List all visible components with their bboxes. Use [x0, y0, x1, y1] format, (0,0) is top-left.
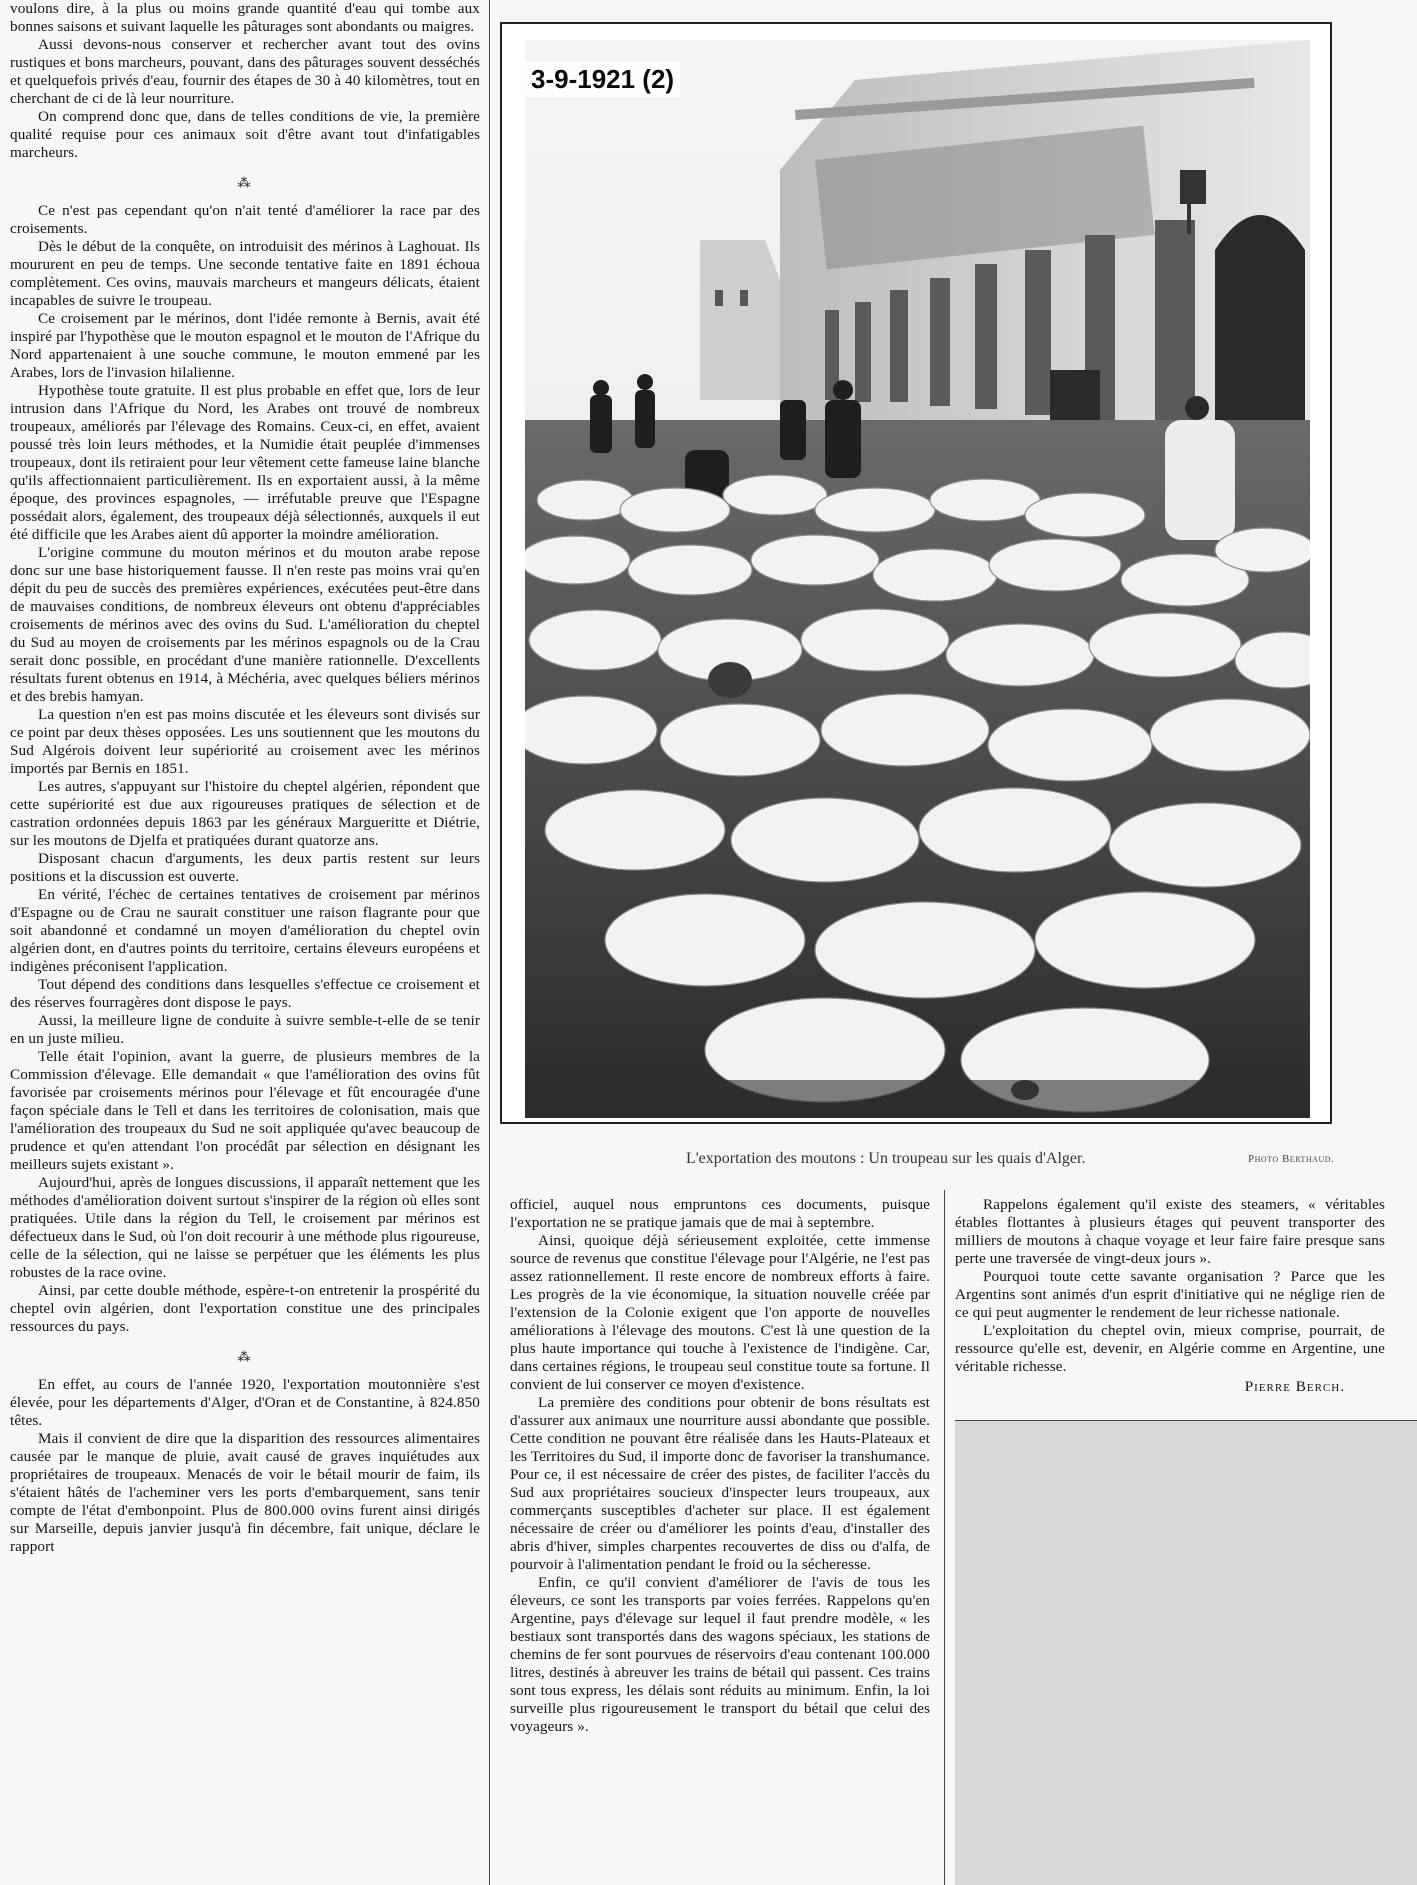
paragraph: Mais il convient de dire que la disparition des ressources alimentaires causée par le manque de pluie, avait causé de graves inquiétudes aux propriétaires de troupeaux. Menacés de voir le bétail mourir de faim, ils s'étaient hâtés de l'acheminer vers les ports d'embarquement, sans tenir compte de l'état d'embonpoint. Plus de 800.000 ovins furent ainsi dirigés sur Marseille, depuis janvier jusqu'à fin décembre, fait unique, déclare le rapport: [10, 1430, 480, 1555]
panel-rule: [955, 1420, 1417, 1421]
paragraph: Rappelons également qu'il existe des steamers, « véritables étables flottantes à plusieurs étages qui peuvent transporter des milliers de moutons à chaque voyage et leur faire faire presque sans perte une traversée de vingt-deux jours ».: [955, 1196, 1385, 1267]
paragraph: Ainsi, quoique déjà sérieusement exploitée, cette immense source de revenus que constitue l'élevage pour l'Algérie, ne l'est pas assez rationnellement. Il reste encore de nombreux efforts à faire. Les progrès de la vie économique, la situation nouvelle créée par l'extension de la Colonie exigent que l'on apporte de nouvelles améliorations à l'élevage des moutons. C'est là une question de la plus haute importance qui touche à l'existence de l'indigène. Car, dans certaines régions, le troupeau seul constitue toute sa fortune. Il convient de lui conserver ce moyen d'existence.: [510, 1232, 930, 1393]
paragraph: Enfin, ce qu'il convient d'améliorer de l'avis de tous les éleveurs, ce sont les transports par voies ferrées. Rappelons qu'en Argentine, pays d'élevage sur lequel il faut prendre modèle, « les bestiaux sont transportés dans des wagons spéciaux, les stations de chemins de fer sont pourvues de réservoirs d'eau contenant 100.000 litres, destinés à abreuver les trains de bétail qui passent. Ces trains sont tous express, les délais sont réduits au minimum. Enfin, la loi surveille plus rigoureusement le transport du bétail que celui des voyageurs ».: [510, 1574, 930, 1735]
column-rule: [489, 0, 490, 1885]
paragraph: Dès le début de la conquête, on introduisit des mérinos à Laghouat. Ils moururent en peu de temps. Une seconde tentative faite en 1891 échoua complètement. Ces ovins, mauvais marcheurs et mangeurs délicats, étaient incapables de suivre le troupeau.: [10, 238, 480, 309]
photo-credit: Photo Berthaud.: [1248, 1153, 1335, 1165]
article-column-2: [510, 1196, 930, 1736]
paragraph: officiel, auquel nous empruntons ces documents, puisque l'exportation ne se pratique jamais que de mai à septembre.: [510, 1196, 930, 1231]
paragraph: Aussi devons-nous conserver et rechercher avant tout des ovins rustiques et bons marcheurs, pouvant, dans des pâturages souvent desséchés et quelquefois privés d'eau, fournir des étapes de 30 à 40 kilomètres, tout en cherchant de ci de là leur nourriture.: [10, 36, 480, 107]
paragraph: On comprend donc que, dans de telles conditions de vie, la première qualité requise pour ces animaux soit d'être avant tout d'infatigables marcheurs.: [10, 108, 480, 161]
paragraph: Tout dépend des conditions dans lesquelles s'effectue ce croisement et des réserves fourragères dont dispose le pays.: [10, 976, 480, 1011]
section-separator: ⁂: [237, 1349, 253, 1364]
paragraph: Ce n'est pas cependant qu'on n'ait tenté d'améliorer la race par des croisements.: [10, 202, 480, 237]
paragraph: La première des conditions pour obtenir de bons résultats est d'assurer aux animaux une nourriture aussi abondante que possible. Cette condition ne pouvant être réalisée dans les Hauts-Plateaux et les Territoires du Sud, il importe donc de favoriser la transhumance. Pour ce, il est nécessaire de créer des pistes, de faciliter l'accès du Sud aux propriétaires soucieux d'inspecter leurs troupeaux, aux commerçants susceptibles d'acheter sur place. Il est également nécessaire de créer ou d'améliorer les points d'eau, d'installer des abris d'hiver, simples charpentes recouvertes de diss ou d'alfa, de pourvoir à l'alimentation pendant le froid ou la sécheresse.: [510, 1394, 930, 1573]
paragraph: Disposant chacun d'arguments, les deux partis restent sur leurs positions et la discussion est ouverte.: [10, 850, 480, 885]
blank-panel: [955, 1420, 1417, 1885]
paragraph: L'exploitation du cheptel ovin, mieux comprise, pourrait, de ressource qu'elle est, devenir, en Algérie comme en Argentine, une véritable richesse.: [955, 1322, 1385, 1375]
paragraph: L'origine commune du mouton mérinos et du mouton arabe repose donc sur une base historiquement fausse. Il n'en reste pas moins vrai qu'en dépit du peu de succès des premières expériences, exécutées peut-être dans de mauvaises conditions, de nombreux éleveurs ont obtenu d'appréciables croisements de mérinos avec des ovins du Sud. L'amélioration du cheptel du Sud au moyen de croisements par les mérinos espagnols ou de la Crau serait donc possible, en procédant d'une manière rationnelle. D'excellents résultats furent obtenus en 1914, à Méchéria, avec quelques béliers mérinos et des brebis hamyan.: [10, 544, 480, 705]
paragraph: Hypothèse toute gratuite. Il est plus probable en effet que, lors de leur intrusion dans l'Afrique du Nord, les Arabes ont trouvé de nombreux troupeaux, améliorés par l'élevage des Romains. Ceux-ci, en effet, avaient poussé très loin leurs méthodes, et la Numidie était peuplée d'immenses troupeaux, dont ils retiraient pour leur vêtement cette fameuse laine blanche qu'ils affectionnaient particulièrement. Ils en exportaient aussi, à la même époque, des provinces espagnoles, — irréfutable preuve que l'Espagne possédait alors, également, des troupeaux déjà sélectionnés, auxquels il eut été difficile que les Arabes aient dû apporter la moindre amélioration.: [10, 382, 480, 543]
article-column-3: [955, 1196, 1385, 1396]
column-rule: [944, 1190, 945, 1885]
article-column-1: [10, 0, 480, 1556]
paragraph: En vérité, l'échec de certaines tentatives de croisement par mérinos d'Espagne ou de Crau ne saurait constituer une raison flagrante pour que soit abandonné et condamné un moyen d'amélioration du cheptel ovin algérien dont, en d'autres points du territoire, certains éleveurs européens et indigènes préconisent l'application.: [10, 886, 480, 975]
sheep-herd-photo: [525, 40, 1310, 1118]
author-signature: Pierre Berch.: [1244, 1378, 1345, 1395]
paragraph: Pourquoi toute cette savante organisation ? Parce que les Argentins sont animés d'un esprit d'initiative qui ne néglige rien de ce qui peut augmenter le rendement de leur richesse nationale.: [955, 1268, 1385, 1321]
section-separator: ⁂: [237, 175, 253, 190]
date-stamp: 3-9-1921 (2): [525, 62, 680, 97]
paragraph: En effet, au cours de l'année 1920, l'exportation moutonnière s'est élevée, pour les départements d'Alger, d'Oran et de Constantine, à 824.850 têtes.: [10, 1376, 480, 1429]
paragraph: La question n'en est pas moins discutée et les éleveurs sont divisés sur ce point par deux thèses opposées. Les uns soutiennent que les moutons du Sud Algérois doivent leur supériorité au croisement avec les mérinos importés par Bernis en 1851.: [10, 706, 480, 777]
paragraph: Aujourd'hui, après de longues discussions, il apparaît nettement que les méthodes d'amélioration doivent surtout s'inspirer de la région où elles sont pratiquées. Utile dans la région du Tell, le croisement par mérinos est défectueux dans le Sud, où l'on doit recourir à une méthode plus rigoureuse, celle de la sélection, qui ne laisse se perpétuer que les éléments les plus robustes de la race ovine.: [10, 1174, 480, 1281]
paragraph: Ainsi, par cette double méthode, espère-t-on entretenir la prospérité du cheptel ovin algérien, dont l'exportation constitue une des principales ressources du pays.: [10, 1282, 480, 1335]
paragraph: Ce croisement par le mérinos, dont l'idée remonte à Bernis, avait été inspiré par l'hypothèse que le mouton espagnol et le mouton de l'Afrique du Nord appartenaient à une souche commune, le mouton emmené par les Arabes, lors de l'invasion hilalienne.: [10, 310, 480, 381]
paragraph: voulons dire, à la plus ou moins grande quantité d'eau qui tombe aux bonnes saisons et suivant laquelle les pâturages sont abondants ou maigres.: [10, 0, 480, 35]
paragraph: Telle était l'opinion, avant la guerre, de plusieurs membres de la Commission d'élevage. Elle demandait « que l'amélioration des ovins fût favorisée par croisements mérinos pour l'élevage et fût encouragée d'une façon spéciale dans le Tell et dans les territoires de colonisation, mais que l'amélioration des troupeaux du Sud ne soit appliquée qu'avec beaucoup de prudence et qu'en attendant l'on procédât par sélection en désignant les meilleurs sujets existant ».: [10, 1048, 480, 1173]
photo-caption: L'exportation des moutons : Un troupeau sur les quais d'Alger.: [686, 1150, 1086, 1167]
paragraph: Les autres, s'appuyant sur l'histoire du cheptel algérien, répondent que cette supériorité est due aux rigoureuses pratiques de sélection et de castration ordonnées depuis 1863 par les généraux Margueritte et Diétrie, sur les moutons de Djelfa et pratiquées durant quatorze ans.: [10, 778, 480, 849]
paragraph: Aussi, la meilleure ligne de conduite à suivre semble-t-elle de se tenir en un juste milieu.: [10, 1012, 480, 1047]
